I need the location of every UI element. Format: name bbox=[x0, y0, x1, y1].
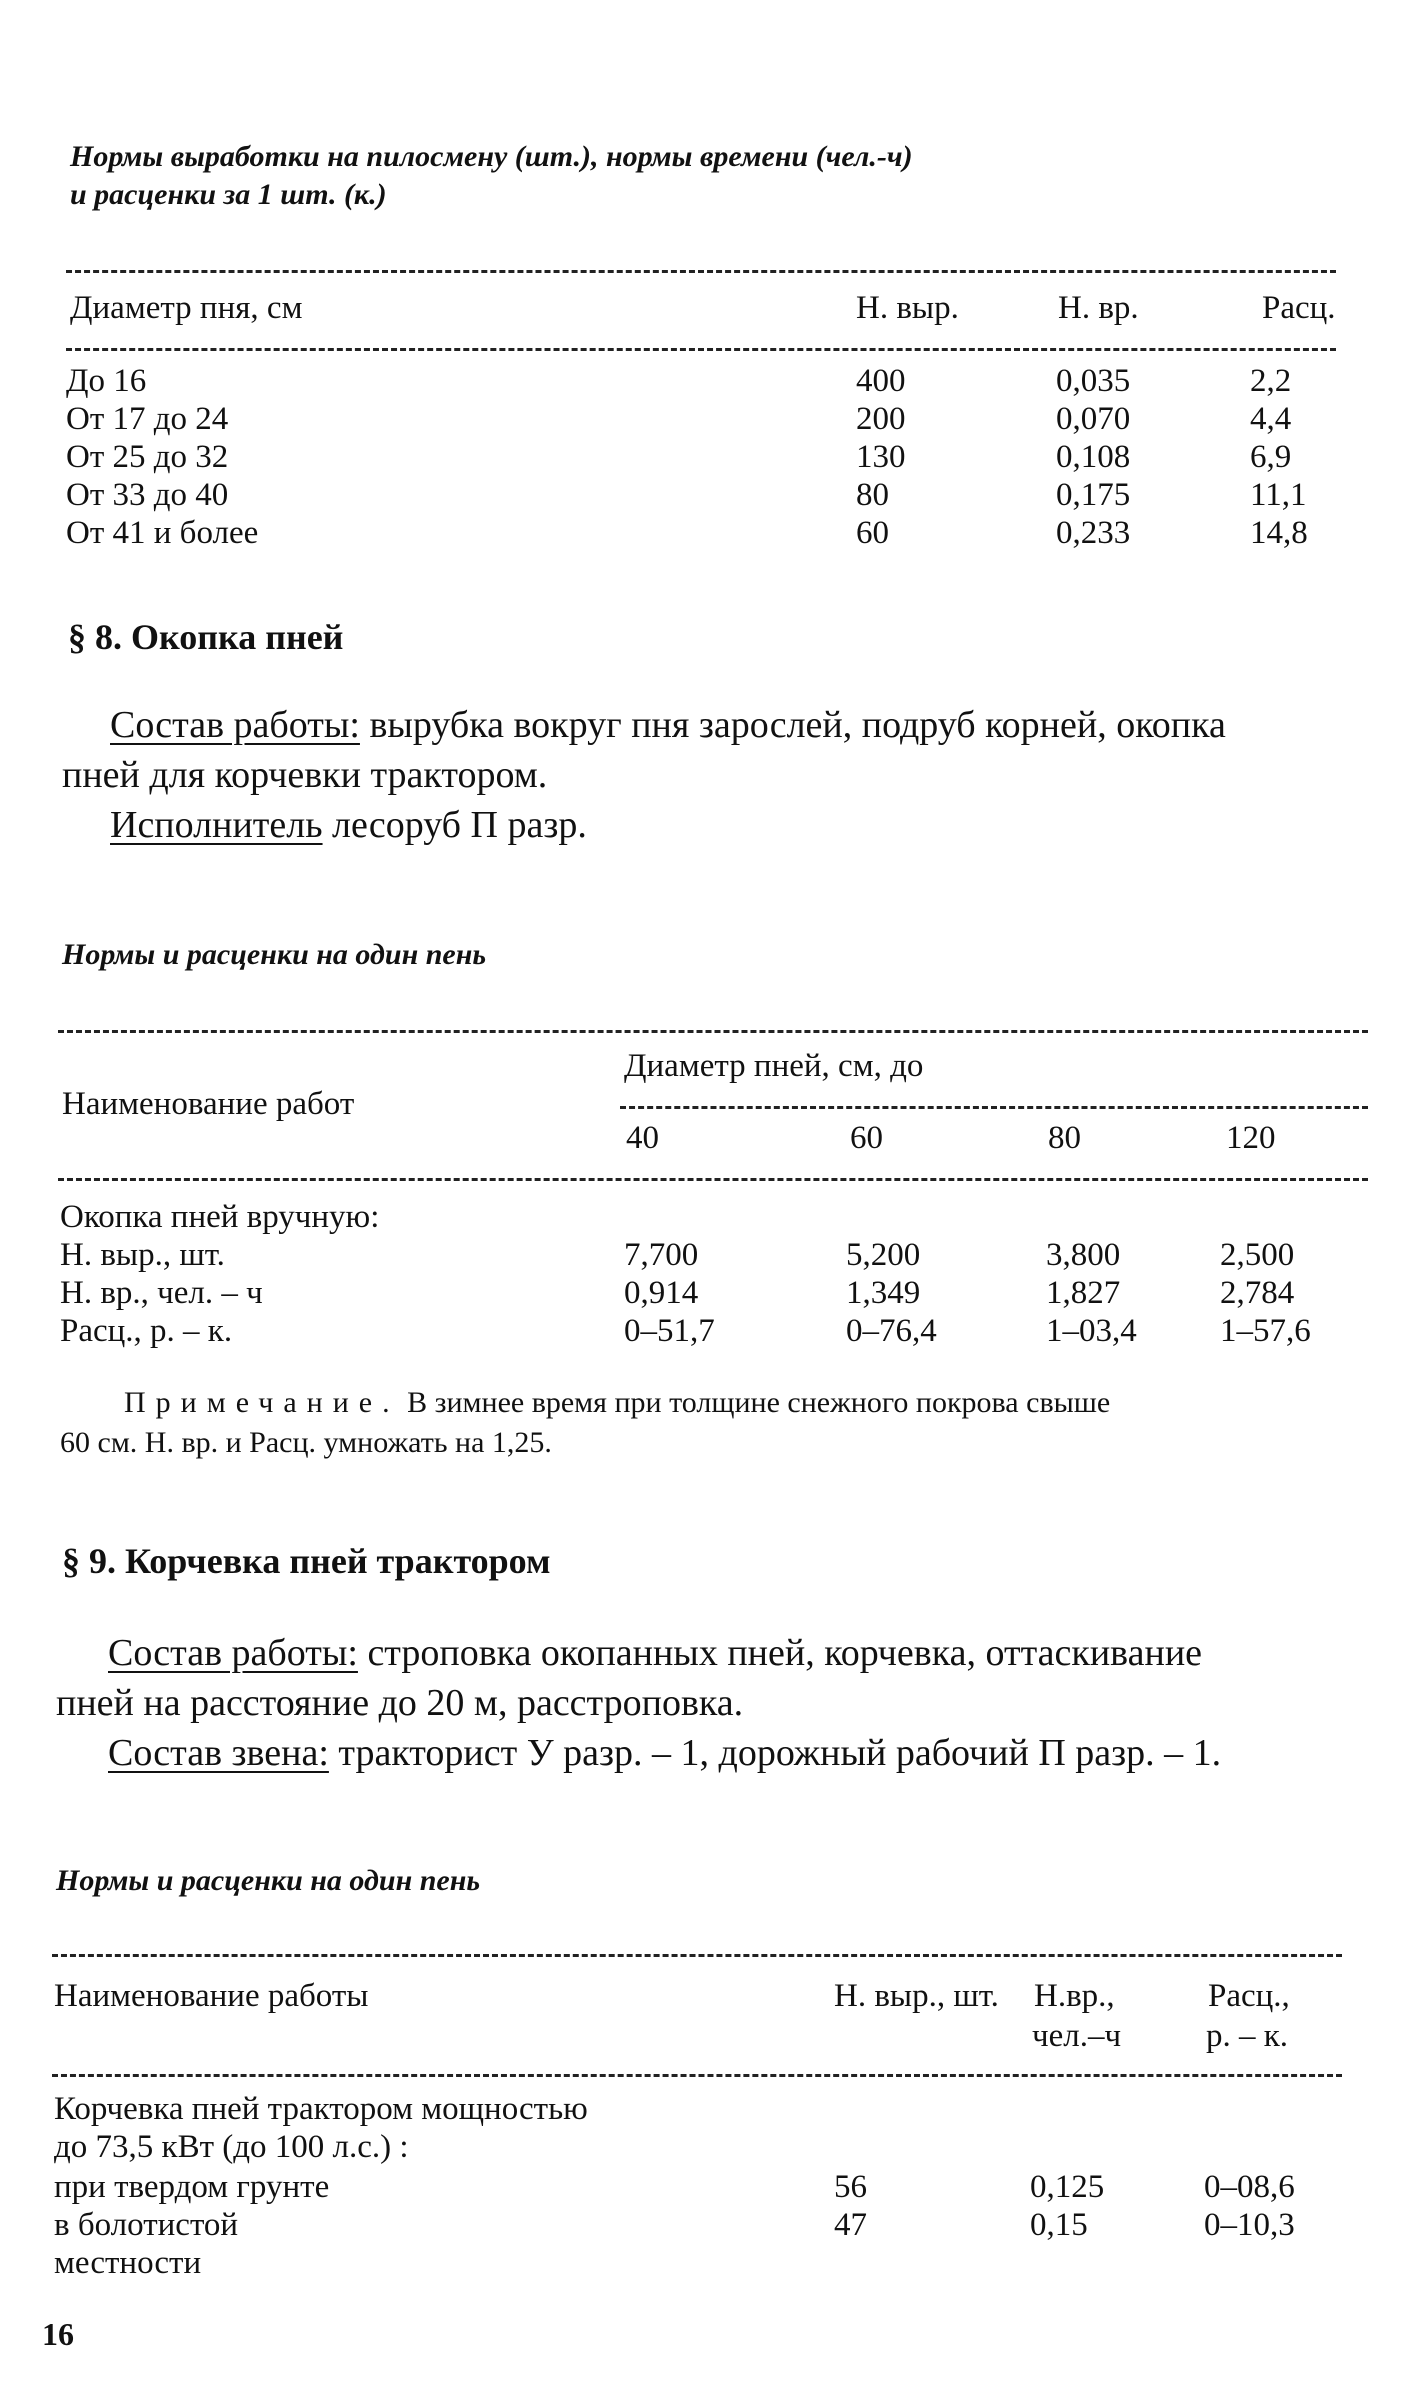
section9-crew-text: тракторист У разр. – 1, дорожный рабочий П разр. – 1. bbox=[328, 1732, 1222, 1774]
section9-title: § 9. Корчевка пней трактором bbox=[62, 1541, 551, 1581]
section8-performer-label: Исполнитель bbox=[110, 804, 323, 846]
table3-header-nvyr: Н. выр., шт. bbox=[834, 1978, 999, 2014]
table1-col-diameter bbox=[66, 362, 258, 552]
table-cell: 200 bbox=[856, 401, 906, 437]
table-cell: От 17 до 24 bbox=[66, 401, 229, 437]
table2-header-rule bbox=[58, 1178, 1368, 1181]
table2-header-d80: 80 bbox=[1048, 1120, 1081, 1156]
table-cell: 130 bbox=[856, 439, 906, 475]
table1-header-rasc: Расц. bbox=[1262, 290, 1336, 326]
table1-header-diameter: Диаметр пня, см bbox=[70, 290, 303, 326]
table-cell: 0,125 bbox=[1030, 2169, 1105, 2205]
section9-composition-text: строповка окопанных пней, корчевка, оттаскивание bbox=[357, 1632, 1203, 1674]
table-cell: 0,233 bbox=[1056, 515, 1131, 551]
table1-header-nvr: Н. вр. bbox=[1058, 290, 1139, 326]
page-number: 16 bbox=[42, 2316, 74, 2352]
table1-header-nvyr: Н. выр. bbox=[856, 290, 959, 326]
section8-title: § 8. Окопка пней bbox=[68, 617, 344, 657]
section8-performer-text: лесоруб П разр. bbox=[322, 804, 587, 846]
table-cell: 2,500 bbox=[1220, 1237, 1295, 1273]
table-cell: 0–08,6 bbox=[1204, 2169, 1295, 2205]
table3-caption: Нормы и расценки на один пень bbox=[56, 1864, 481, 1897]
table1-col-nvyr bbox=[856, 362, 906, 552]
table-cell: 6,9 bbox=[1250, 439, 1292, 475]
table2-header-d40: 40 bbox=[626, 1120, 659, 1156]
table2-header-name: Наименование работ bbox=[62, 1086, 355, 1122]
table-cell: От 25 до 32 bbox=[66, 439, 229, 475]
table-cell: 0,914 bbox=[624, 1275, 699, 1311]
section8-composition bbox=[110, 700, 1226, 750]
table-cell: 0,175 bbox=[1056, 477, 1131, 513]
table2-col-d60 bbox=[846, 1236, 937, 1350]
table-cell: 14,8 bbox=[1250, 515, 1308, 551]
table-cell: 1,827 bbox=[1046, 1275, 1121, 1311]
table1-col-rasc bbox=[1250, 362, 1308, 552]
section9-crew-label: Состав звена: bbox=[108, 1732, 329, 1774]
table-cell: 5,200 bbox=[846, 1237, 921, 1273]
table3-top-rule bbox=[52, 1954, 1342, 1957]
table2-col-d40 bbox=[624, 1236, 715, 1350]
table1-col-nvr bbox=[1056, 362, 1130, 552]
table2-note bbox=[124, 1384, 1110, 1422]
table3-header-nvr: Н.вр., bbox=[1034, 1978, 1115, 2014]
table-cell: 0–51,7 bbox=[624, 1313, 715, 1349]
section9-composition bbox=[108, 1628, 1202, 1678]
table2-top-rule bbox=[58, 1030, 1368, 1033]
table3-header-rasc: Расц., bbox=[1208, 1978, 1290, 2014]
table-cell: 7,700 bbox=[624, 1237, 699, 1273]
table1-caption-line2: и расценки за 1 шт. (к.) bbox=[70, 178, 387, 211]
table1-caption-line1: Нормы выработки на пилосмену (шт.), нормы времени (чел.-ч) bbox=[70, 140, 913, 173]
table-cell: 2,784 bbox=[1220, 1275, 1295, 1311]
table-cell: 56 bbox=[834, 2169, 867, 2205]
section8-composition-text: вырубка вокруг пня зарослей, подруб корней, окопка bbox=[359, 704, 1226, 746]
table-cell: 0–10,3 bbox=[1204, 2207, 1295, 2243]
table-cell: местности bbox=[54, 2245, 202, 2281]
section8-performer bbox=[110, 800, 587, 850]
table2-header-d120: 120 bbox=[1226, 1120, 1276, 1156]
table2-header-d60: 60 bbox=[850, 1120, 883, 1156]
table2-note-text: В зимнее время при толщине снежного покрова свыше bbox=[399, 1386, 1111, 1419]
table3-col-rasc bbox=[1204, 2168, 1295, 2244]
table-cell: 2,2 bbox=[1250, 363, 1292, 399]
table-cell: 0–76,4 bbox=[846, 1313, 937, 1349]
table-cell: 60 bbox=[856, 515, 889, 551]
table2-col-d120 bbox=[1220, 1236, 1311, 1350]
table2-col-labels bbox=[60, 1236, 263, 1350]
section9-composition-label: Состав работы: bbox=[108, 1632, 358, 1674]
table2-header-group: Диаметр пней, см, до bbox=[624, 1048, 924, 1084]
table2-caption: Нормы и расценки на один пень bbox=[62, 938, 487, 971]
table2-note-cont: 60 см. Н. вр. и Расц. умножать на 1,25. bbox=[60, 1426, 552, 1459]
table-cell: 4,4 bbox=[1250, 401, 1292, 437]
section8-composition-label: Состав работы: bbox=[110, 704, 360, 746]
table-cell: 80 bbox=[856, 477, 889, 513]
table-cell: От 41 и более bbox=[66, 515, 259, 551]
section8-composition-cont: пней для корчевки трактором. bbox=[62, 754, 548, 796]
table-cell: От 33 до 40 bbox=[66, 477, 229, 513]
table-cell: 0,15 bbox=[1030, 2207, 1088, 2243]
table2-col-d80 bbox=[1046, 1236, 1137, 1350]
table1-header-rule bbox=[66, 348, 1336, 351]
table2-group-label: Окопка пней вручную: bbox=[60, 1199, 380, 1235]
table-cell: 1–57,6 bbox=[1220, 1313, 1311, 1349]
table3-header-name: Наименование работы bbox=[54, 1978, 369, 2014]
table-cell: 47 bbox=[834, 2207, 867, 2243]
table3-col-nvyr bbox=[834, 2168, 867, 2244]
table-cell: 0,070 bbox=[1056, 401, 1131, 437]
table3-col-nvr bbox=[1030, 2168, 1104, 2244]
table-cell: 400 bbox=[856, 363, 906, 399]
section9-crew bbox=[108, 1728, 1221, 1778]
table-cell: Н. выр., шт. bbox=[60, 1237, 225, 1273]
table-cell: Н. вр., чел. – ч bbox=[60, 1275, 263, 1311]
table-cell: До 16 bbox=[66, 363, 147, 399]
table-cell: 1,349 bbox=[846, 1275, 921, 1311]
table2-group-rule bbox=[620, 1106, 1368, 1109]
table-cell: 11,1 bbox=[1250, 477, 1307, 513]
table-cell: 0,108 bbox=[1056, 439, 1131, 475]
table1-top-rule bbox=[66, 270, 1336, 273]
table-cell: в болотистой bbox=[54, 2207, 239, 2243]
table2-note-label: Примечание. bbox=[124, 1386, 400, 1419]
table3-group-line1: Корчевка пней трактором мощностью bbox=[54, 2091, 588, 2127]
table-cell: при твердом грунте bbox=[54, 2169, 330, 2205]
table-cell: 3,800 bbox=[1046, 1237, 1121, 1273]
table3-header-nvr-unit: чел.–ч bbox=[1032, 2018, 1122, 2054]
table3-header-rule bbox=[52, 2074, 1342, 2077]
table3-header-rasc-unit: р. – к. bbox=[1206, 2018, 1289, 2054]
section9-composition-cont: пней на расстояние до 20 м, расстроповка. bbox=[56, 1682, 744, 1724]
table-cell: 1–03,4 bbox=[1046, 1313, 1137, 1349]
table3-group-line2: до 73,5 кВт (до 100 л.с.) : bbox=[54, 2129, 409, 2165]
table-cell: Расц., р. – к. bbox=[60, 1313, 233, 1349]
table-cell: 0,035 bbox=[1056, 363, 1131, 399]
table3-col-labels bbox=[54, 2168, 329, 2282]
